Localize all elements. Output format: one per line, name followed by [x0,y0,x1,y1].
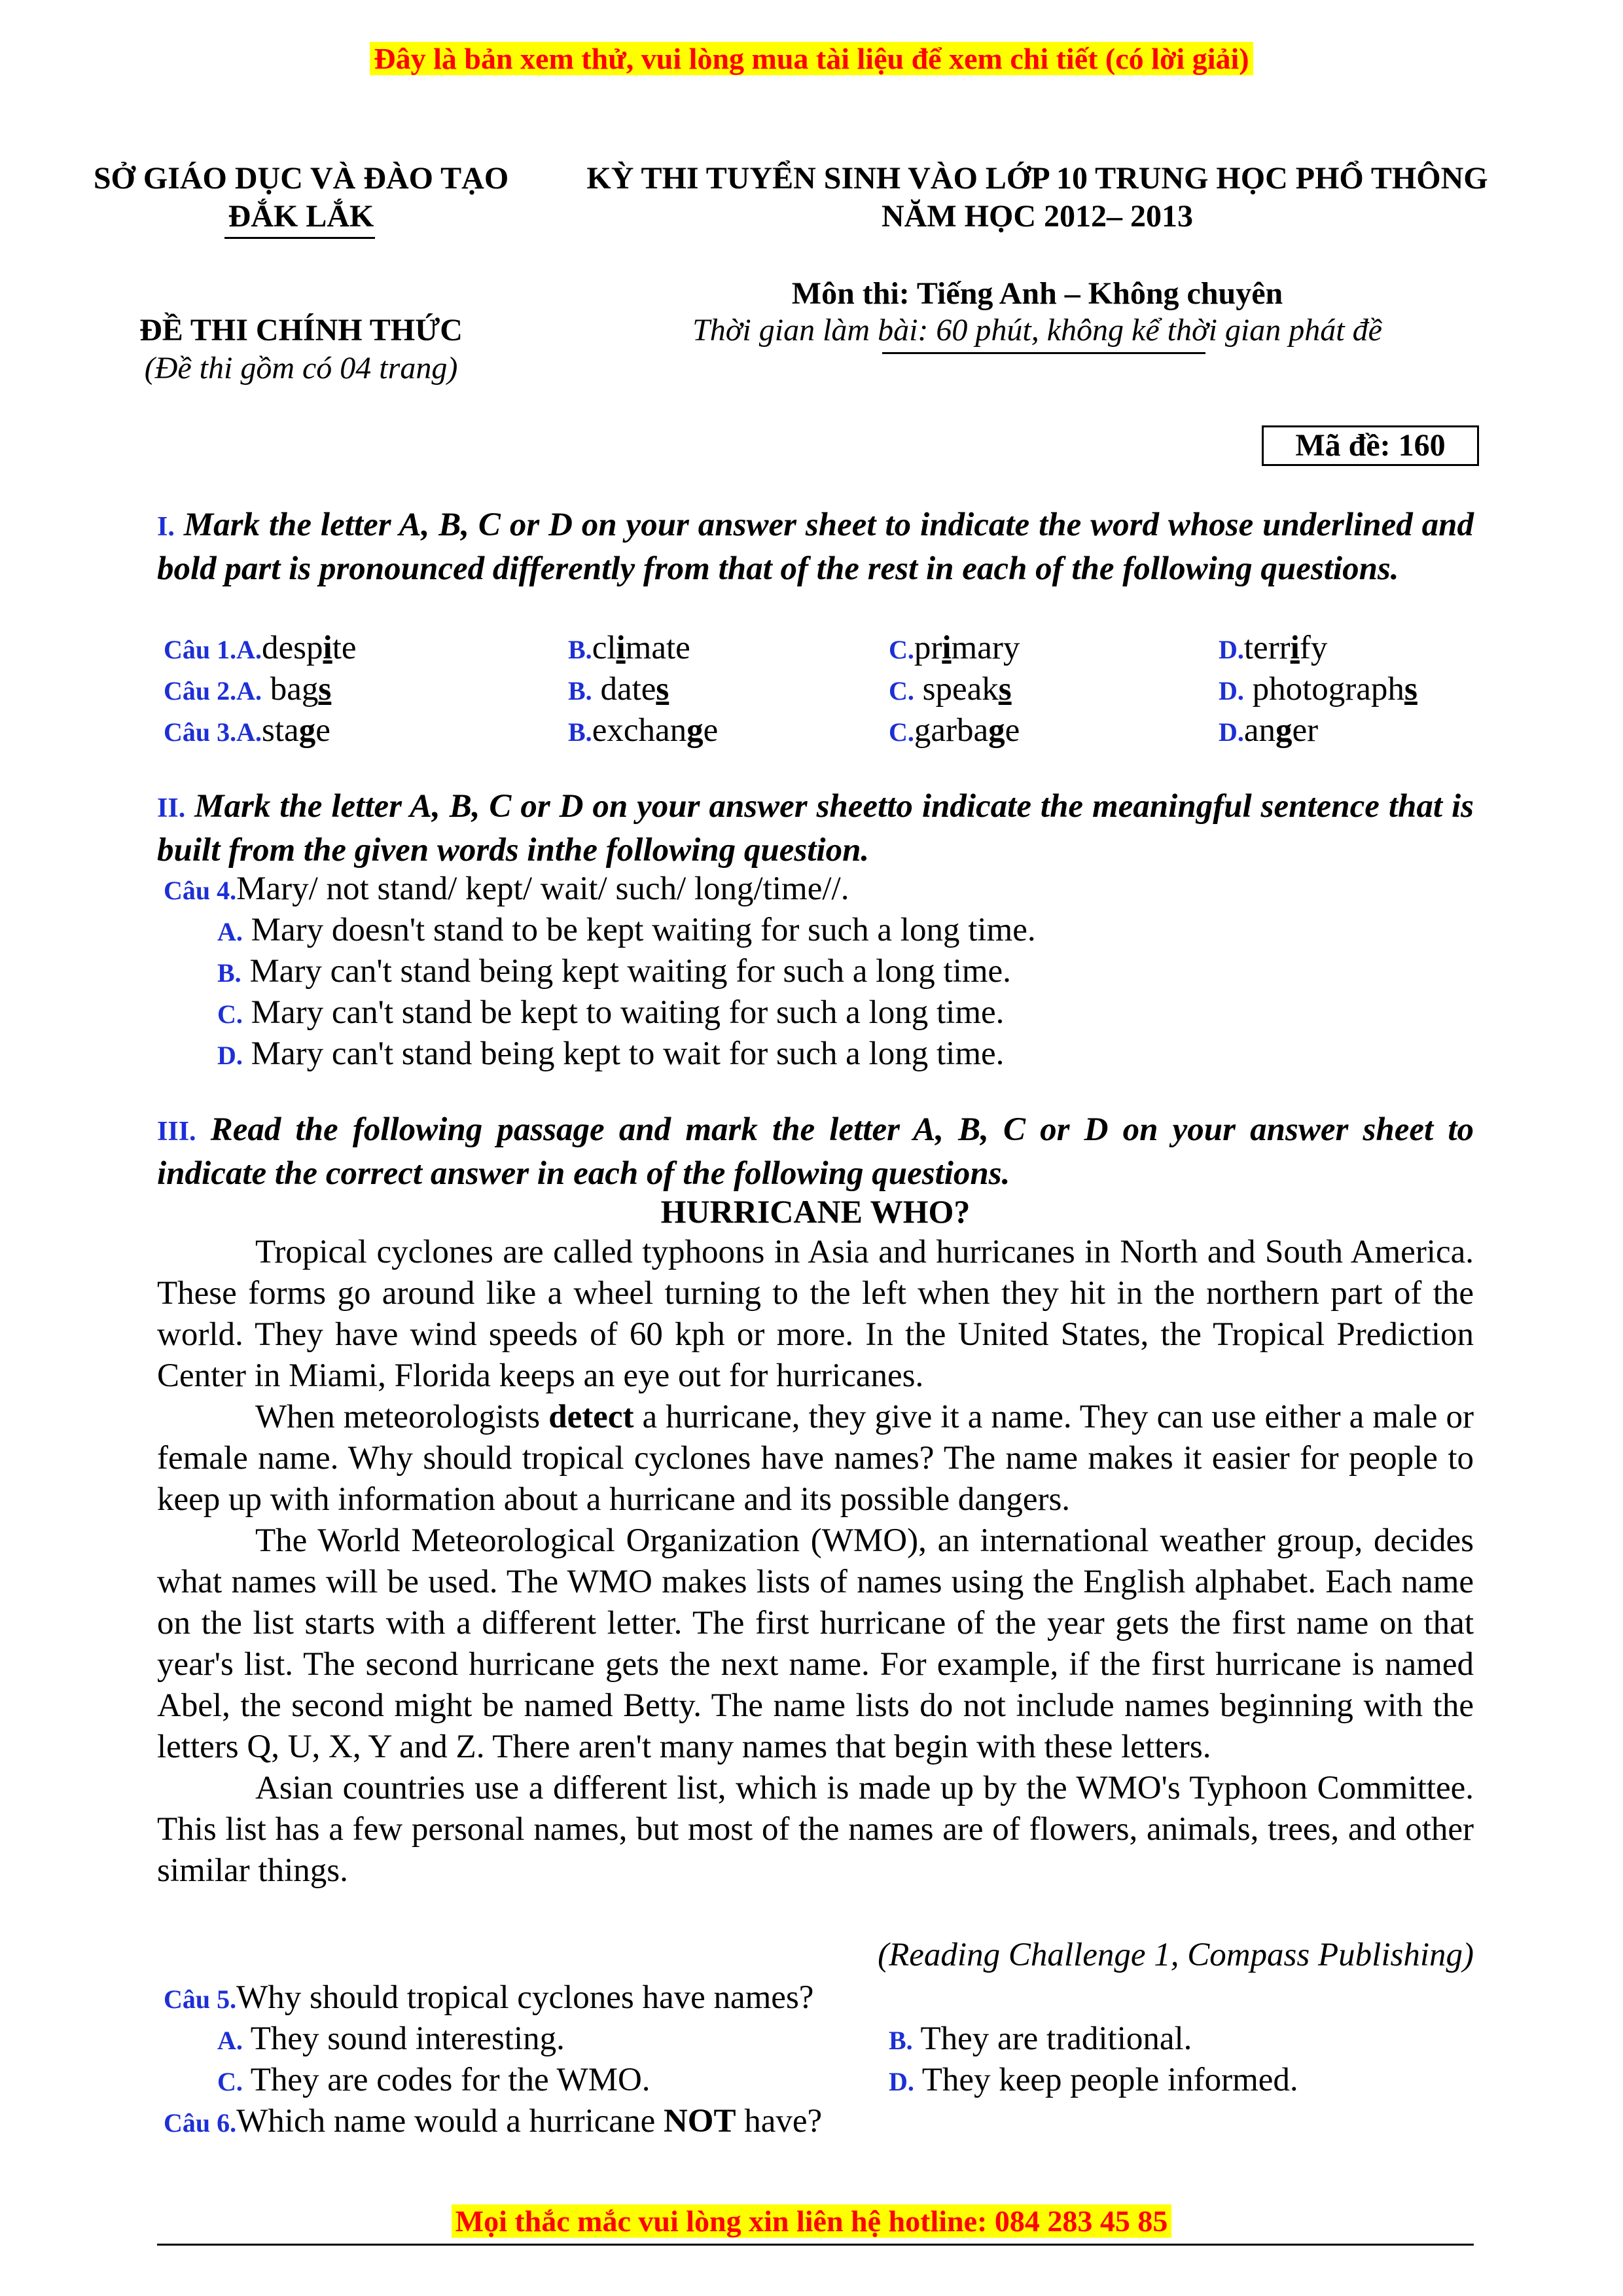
passage-title: HURRICANE WHO? [660,1193,971,1230]
option-letter: B. [217,958,241,988]
footer-rule [157,2244,1474,2246]
word-part: terr [1243,630,1291,666]
option-text: Mary doesn't stand to be kept waiting for such a long time. [242,912,1036,948]
passage [157,1232,1474,1892]
section-3-text: Read the following passage and mark the letter A, B, C or D on your answer sheet to indicate the correct answer in each of the following questions. [157,1111,1474,1192]
option-letter: D. [1219,635,1244,664]
underlined-part: i [942,630,952,666]
word-part: er [1292,712,1319,749]
option-letter: A. [217,2026,243,2055]
q5-label: Câu 5. [164,1984,237,2014]
q4-option-c [217,992,1004,1035]
section-2-number: II. [157,793,186,823]
department-block [65,160,537,236]
word-part: mate [625,630,690,666]
section-1-text: Mark the letter A, B, C or D on your answer sheet to indicate the word whose underlined and bold part is pronounced differently from that of the rest in each of the following questions. [157,507,1474,587]
word-part: mary [951,630,1020,666]
word-part: garba [914,712,989,749]
option-text: They are codes for the WMO. [242,2062,651,2098]
passage-paragraph-4: Asian countries use a different list, which is made up by the WMO's Typhoon Committee. This list has a few personal names, but most of the names are of flowers, animals, trees, and other similar things. [157,1770,1474,1889]
option-letter: A. [236,676,262,706]
option-letter: B. [889,2026,913,2055]
q1-option-b [568,627,690,671]
word-part: sta [262,712,299,749]
q4-option-a [217,909,1036,953]
underlined-part: g [988,712,1005,749]
q1-option-d [1219,627,1327,671]
section-1-number: I. [157,512,175,542]
exam-code: Mã đề: 160 [1295,428,1446,463]
q5-option-b [889,2018,1192,2062]
option-letter: B. [568,676,592,706]
passage-paragraph-3: The World Meteorological Organization (WMO), an international weather group, decides what names will be used. The WMO makes lists of names using the English alphabet. Each name on the list starts with a different letter. The first hurricane of the year gets the first name on that year's list. The second hurricane gets the next name. For example, if the first hurricane is named Abel, the second might be named Betty. The name lists do not include names beginning with the letters Q, U, X, Y and Z. There aren't many names that begin with these letters. [157,1522,1474,1765]
exam-year: NĂM HỌC 2012– 2013 [882,199,1193,234]
word-part: cl [592,630,616,666]
exam-subject: Môn thi: Tiếng Anh – Không chuyên [791,276,1283,311]
passage-paragraph-1: Tropical cyclones are called typhoons in Asia and hurricanes in North and South America. These forms go around like a wheel turning to the left when they hit in the northern part of the world. They have wind speeds of 60 kph or more. In the United States, the Tropical Prediction Center in Miami, Florida keeps an eye out for hurricanes. [157,1234,1474,1394]
word-part: bag [262,671,319,708]
exam-time: Thời gian làm bài: 60 phút, không kể thời gian phát đề [692,313,1382,348]
page-count: (Đề thi gồm có 04 trang) [144,351,458,386]
word-part: exchan [592,712,687,749]
word-part: date [592,671,656,708]
section-3-number: III. [157,1117,196,1147]
section-2-text: Mark the letter A, B, C or D on your answer sheetto indicate the meaningful sentence that is built from the given words inthe following question. [157,788,1474,869]
q6-bold-word: NOT [663,2103,736,2140]
option-text: They keep people informed. [914,2062,1298,2098]
exam-title: KỲ THI TUYỂN SINH VÀO LỚP 10 TRUNG HỌC PHỔ THÔNG [586,161,1488,196]
q4-option-d [217,1033,1004,1077]
underlined-part: i [616,630,626,666]
word-part: fy [1299,630,1328,666]
q4-label: Câu 4. [164,876,237,905]
q3-option-b [568,709,718,753]
word-part: desp [262,630,323,666]
option-text: They sound interesting. [242,2020,565,2057]
section-3-instructions [157,1109,1474,1194]
q3-option-d [1219,709,1318,753]
q6-prompt-text: Which name would a hurricane [236,2103,664,2140]
option-letter: B. [568,635,592,664]
bottom-banner: Mọi thắc mắc vui lòng xin liên hệ hotline: 084 283 45 85 [452,2204,1172,2238]
q6-label: Câu 6. [164,2108,237,2138]
q2-option-b [568,668,669,712]
q6-prompt-text: have? [736,2103,823,2140]
option-letter: C. [889,717,914,747]
option-letter: A. [236,635,262,664]
option-letter: B. [568,717,592,747]
option-letter: D. [889,2067,914,2096]
q1-label: Câu 1. [164,635,237,664]
underlined-part: g [1275,712,1293,749]
q2-option-d [1219,668,1418,712]
section-1-instructions [157,504,1474,590]
q4-prompt-text: Mary/ not stand/ kept/ wait/ such/ long/time//. [236,870,849,907]
q6-prompt [164,2100,822,2144]
section-2-instructions [157,785,1474,871]
underlined-part: i [1290,630,1300,666]
option-text: They are traditional. [912,2020,1192,2057]
province-name: ĐẮK LẮK [228,199,374,234]
option-letter: C. [889,676,914,706]
bold-word: detect [548,1399,634,1435]
option-letter: C. [889,635,914,664]
q5-option-a [217,2018,565,2062]
option-letter: D. [1219,717,1244,747]
q3-option-a [164,709,330,753]
department-name: SỞ GIÁO DỤC VÀ ĐÀO TẠO [93,161,509,196]
option-letter: D. [1219,676,1244,706]
option-letter: A. [217,917,243,946]
word-part: an [1243,712,1276,749]
passage-source: (Reading Challenge 1, Compass Publishing) [878,1937,1474,1973]
underlined-part: g [298,712,316,749]
q5-option-c [217,2059,651,2103]
q3-label: Câu 3. [164,717,237,747]
paragraph-text: a hurricane, they give it a name. They can use either a male or female name. Why should tropical cyclones have names? The name makes it easier for people to keep up with information about a hurricane and its possible dangers. [157,1399,1474,1518]
word-part: te [332,630,357,666]
q5-prompt [164,1977,813,2020]
option-letter: D. [217,1041,243,1070]
q4-prompt [164,868,849,912]
word-part: e [315,712,330,749]
option-text: Mary can't stand being kept to wait for such a long time. [242,1035,1005,1072]
q5-option-d [889,2059,1298,2103]
passage-paragraph-2 [157,1397,1474,1520]
exam-title-block [556,160,1518,236]
top-banner: Đây là bản xem thử, vui lòng mua tài liệu để xem chi tiết (có lời giải) [370,42,1253,75]
word-part: e [703,712,719,749]
underlined-part: s [318,671,332,708]
word-part: speak [914,671,999,708]
top-banner-wrap [0,41,1623,77]
word-part: photograph [1243,671,1404,708]
underlined-part: s [1404,671,1418,708]
underlined-part: i [323,630,332,666]
option-letter: A. [236,717,262,747]
underlined-part: s [656,671,669,708]
q5-prompt-text: Why should tropical cyclones have names? [236,1979,814,2016]
q2-option-c [889,668,1012,712]
q1-option-c [889,627,1020,671]
paragraph-text: When meteorologists [255,1399,549,1435]
q2-label: Câu 2. [164,676,237,706]
q1-option-a [164,627,357,671]
q3-option-c [889,709,1020,753]
q2-option-a [164,668,331,712]
official-label: ĐỀ THI CHÍNH THỨC [139,313,463,348]
underlined-part: g [687,712,704,749]
word-part: pr [914,630,942,666]
word-part: e [1005,712,1020,749]
option-text: Mary can't stand be kept to waiting for such a long time. [242,994,1005,1031]
bottom-banner-wrap [0,2203,1623,2240]
time-underline [882,352,1205,354]
q4-option-b [217,950,1011,994]
province-underline [224,237,375,239]
exam-code-box [1262,425,1479,466]
underlined-part: s [998,671,1012,708]
option-letter: C. [217,999,243,1029]
option-text: Mary can't stand being kept waiting for such a long time. [241,953,1011,990]
option-letter: C. [217,2067,243,2096]
